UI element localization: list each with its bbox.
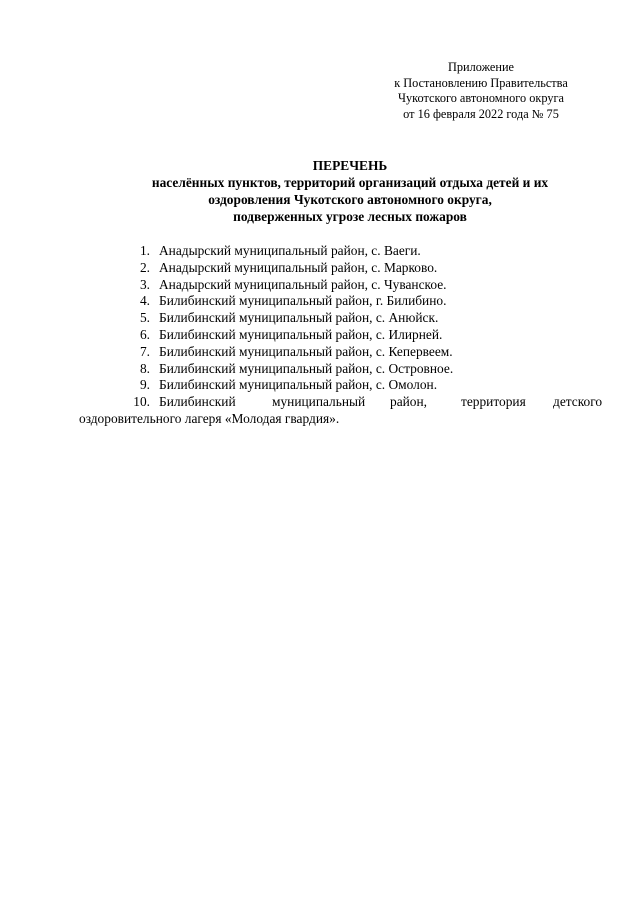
list-item-text: Анадырский муниципальный район, с. Марково. [159,259,438,275]
list-item-text: Билибинский муниципальный район, с. Илирней. [159,326,443,342]
appendix-resolution: к Постановлению Правительства [394,75,568,90]
list-item-word: Билибинский [159,394,236,410]
list-item-number: 5. [139,310,150,326]
settlements-list [0,243,640,428]
list-item-word: детского [553,394,603,410]
title-line-2: оздоровления Чукотского автономного округа, [208,192,492,207]
list-item-number: 7. [139,343,150,359]
list-item-10-first-line [0,394,640,411]
list-item-number: 6. [139,326,150,342]
title-heading: ПЕРЕЧЕНЬ [312,158,388,173]
list-item-number: 2. [139,259,150,275]
list-item [0,377,640,394]
list-item [0,277,640,294]
list-item [0,293,640,310]
list-item [0,260,640,277]
title-line-1: населённых пунктов, территорий организаций отдыха детей и их [151,175,549,190]
list-item [0,310,640,327]
list-item [0,243,640,260]
list-item-text: Билибинский муниципальный район, с. Анюйск. [159,310,439,326]
list-item-text: Анадырский муниципальный район, с. Чуванское. [159,276,447,292]
list-item-text: Билибинский муниципальный район, с. Островное. [159,360,454,376]
list-item-number: 4. [139,293,150,309]
appendix-government: Чукотского автономного округа [398,91,564,105]
title-line-3: подверженных угрозе лесных пожаров [233,209,467,224]
list-item [0,361,640,378]
document-title [60,157,640,225]
list-item-number: 1. [139,243,150,258]
list-item-number: 9. [139,377,150,393]
list-item-number: 3. [139,276,150,292]
list-item-word: муниципальный [272,394,366,410]
appendix-date-number: от 16 февраля 2022 года № 75 [403,106,559,121]
list-item-10-continuation: оздоровительного лагеря «Молодая гвардия». [79,410,340,426]
appendix-label: Приложение [448,60,514,74]
list-item-text: Билибинский муниципальный район, с. Кепервеем. [159,343,453,359]
list-item-number: 10. [133,394,150,410]
list-item-text: Анадырский муниципальный район, с. Ваеги. [159,243,421,258]
list-item [0,344,640,361]
list-item-number: 8. [139,360,150,376]
list-item-word: территория [461,394,526,410]
list-item-text: Билибинский муниципальный район, г. Билибино. [159,293,447,309]
list-item-word: район, [390,394,428,410]
list-item-10 [0,394,640,428]
list-item-text: Билибинский муниципальный район, с. Омолон. [159,377,438,393]
appendix-header [381,60,581,122]
list-item [0,327,640,344]
